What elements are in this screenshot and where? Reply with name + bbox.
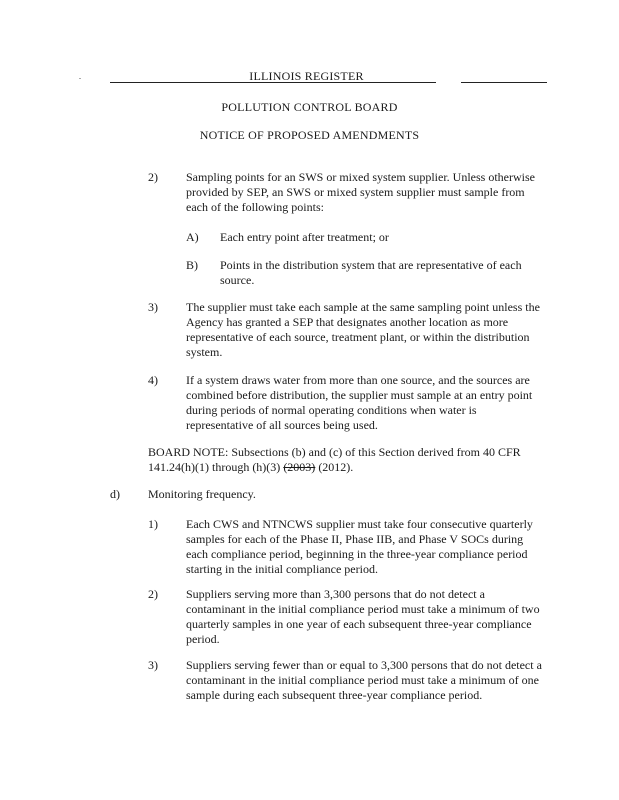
item-d3-number: 3) [148,658,158,672]
item-c2A-number: A) [186,230,199,244]
item-c3-number: 3) [148,300,158,314]
item-d2-number: 2) [148,587,158,601]
board-note-struck-year: (2003) [283,460,316,474]
board-note-new-year: (2012). [318,460,354,474]
item-d1-text: Each CWS and NTNCWS supplier must take four consecutive quarterly samples for each of the Phase II, Phase IIB, and Phase V SOCs during each compliance period, beginning in the three-year compliance period starting in the initial compliance period. [186,517,533,576]
notice-title: NOTICE OF PROPOSED AMENDMENTS [199,128,420,142]
item-c2-number: 2) [148,170,158,184]
board-note-text: BOARD NOTE: Subsections (b) and (c) of this Section derived from 40 CFR 141.24(h)(1) through (h)(3) [148,445,521,474]
item-c4-text: If a system draws water from more than one source, and the sources are combined before distribution, the supplier must sample at an entry point during periods of normal operating conditions when water is representative of all sources being used. [186,373,533,432]
item-c2A-text: Each entry point after treatment; or [220,230,389,244]
item-d-number: d) [110,487,120,501]
item-c4-number: 4) [148,373,158,387]
item-c2B-text: Points in the distribution system that are representative of each source. [220,258,522,287]
register-title: ILLINOIS REGISTER [249,69,364,83]
item-d3-text: Suppliers serving fewer than or equal to 3,300 persons that do not detect a contaminant in the initial compliance period must take a minimum of one sample during each subsequent three-year compliance period. [186,658,542,702]
page-mark: . [79,72,81,81]
board-note [148,445,544,475]
item-d-text: Monitoring frequency. [148,487,256,501]
item-c3-text: The supplier must take each sample at the same sampling point unless the Agency has granted a SEP that designates another location as more representative of each source, treatment plant, or within the distribution system. [186,300,540,359]
item-c2-text: Sampling points for an SWS or mixed system supplier. Unless otherwise provided by SEP, an SWS or mixed system supplier must sample from each of the following points: [186,170,535,214]
item-d2-text: Suppliers serving more than 3,300 persons that do not detect a contaminant in the initial compliance period must take a minimum of two quarterly samples in one year of each subsequent three-year compliance period. [186,587,540,646]
item-d1-number: 1) [148,517,158,531]
item-c2B-number: B) [186,258,198,272]
board-title: POLLUTION CONTROL BOARD [221,100,398,114]
